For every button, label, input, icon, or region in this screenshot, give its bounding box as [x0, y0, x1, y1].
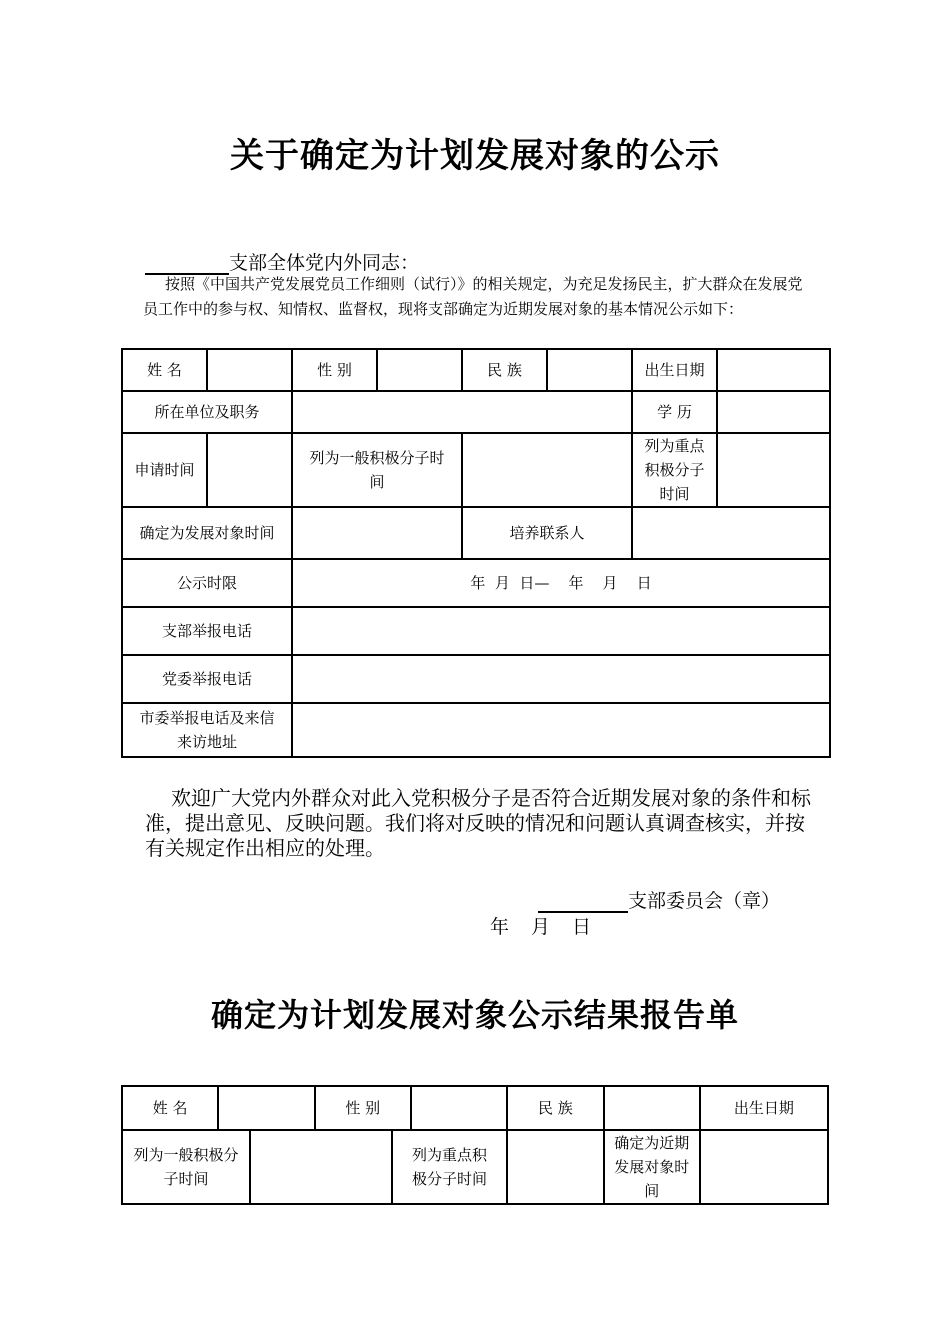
- key-activist-label: 列为重点积极分子时间: [632, 433, 717, 507]
- r-near-target-label: 确定为近期发展对象时间: [604, 1130, 700, 1204]
- r-near-target-value-cell[interactable]: [700, 1130, 828, 1204]
- intro-paragraph: [143, 272, 813, 322]
- r-general-activist-value-cell[interactable]: [250, 1130, 392, 1204]
- notice-info-table: [121, 348, 831, 758]
- period-value: 年 月 日— 年 月 日: [292, 559, 830, 607]
- r-name-value-cell[interactable]: [218, 1086, 314, 1130]
- name-value-cell[interactable]: [207, 349, 292, 391]
- key-activist-value-cell[interactable]: [717, 433, 830, 507]
- education-label: 学 历: [632, 391, 717, 433]
- r-gender-label: 性 别: [315, 1086, 411, 1130]
- r-name-label: 姓 名: [122, 1086, 218, 1130]
- branch-phone-value-cell[interactable]: [292, 607, 830, 655]
- city-phone-value-cell[interactable]: [292, 703, 830, 757]
- closing-paragraph: [145, 786, 817, 861]
- salutation: [145, 248, 419, 275]
- date-day: 日: [572, 916, 592, 938]
- date-year: 年: [490, 916, 510, 938]
- signature-line: [538, 886, 780, 913]
- committee-phone-label: 党委举报电话: [122, 655, 292, 703]
- apply-time-value-cell[interactable]: [207, 433, 292, 507]
- r-gender-value-cell[interactable]: [411, 1086, 507, 1130]
- dev-target-value-cell[interactable]: [292, 507, 462, 559]
- date-month: 月: [531, 916, 551, 938]
- r-birth-label: 出生日期: [700, 1086, 828, 1130]
- notice-title: 关于确定为计划发展对象的公示: [230, 136, 720, 176]
- dev-target-label: 确定为发展对象时间: [122, 507, 292, 559]
- ethnicity-value-cell[interactable]: [547, 349, 632, 391]
- general-activist-label: 列为一般积极分子时间: [292, 433, 462, 507]
- closing-text: 欢迎广大党内外群众对此入党积极分子是否符合近期发展对象的条件和标准，提出意见、反映问题。我们将对反映的情况和问题认真调查核实，并按有关规定作出相应的处理。: [145, 786, 811, 860]
- contact-label: 培养联系人: [462, 507, 632, 559]
- contact-value-cell[interactable]: [632, 507, 830, 559]
- signature-date: [490, 912, 613, 939]
- ethnicity-label: 民 族: [462, 349, 547, 391]
- r-key-activist-value-cell[interactable]: [507, 1130, 603, 1204]
- r-general-activist-label: 列为一般积极分子时间: [122, 1130, 250, 1204]
- committee-phone-value-cell[interactable]: [292, 655, 830, 703]
- salutation-text: 支部全体党内外同志：: [229, 252, 420, 274]
- unit-value-cell[interactable]: [292, 391, 632, 433]
- birth-label: 出生日期: [632, 349, 717, 391]
- general-activist-value-cell[interactable]: [462, 433, 632, 507]
- branch-phone-label: 支部举报电话: [122, 607, 292, 655]
- name-label: 姓 名: [122, 349, 207, 391]
- education-value-cell[interactable]: [717, 391, 830, 433]
- birth-value-cell[interactable]: [717, 349, 830, 391]
- r-ethnicity-label: 民 族: [507, 1086, 603, 1130]
- city-phone-label: 市委举报电话及来信来访地址: [122, 703, 292, 757]
- signature-branch-blank[interactable]: [538, 893, 628, 913]
- unit-label: 所在单位及职务: [122, 391, 292, 433]
- signature-text: 支部委员会（章）: [628, 890, 781, 912]
- gender-value-cell[interactable]: [377, 349, 462, 391]
- report-info-table: [121, 1085, 829, 1205]
- r-ethnicity-value-cell[interactable]: [604, 1086, 700, 1130]
- apply-time-label: 申请时间: [122, 433, 207, 507]
- intro-text: 按照《中国共产党发展党员工作细则（试行）》的相关规定，为充足发扬民主，扩大群众在发展党员工作中的参与权、知情权、监督权，现将支部确定为近期发展对象的基本情况公示如下：: [143, 275, 803, 318]
- report-title: 确定为计划发展对象公示结果报告单: [210, 996, 739, 1034]
- period-label: 公示时限: [122, 559, 292, 607]
- gender-label: 性 别: [292, 349, 377, 391]
- r-key-activist-label: 列为重点积极分子时间: [392, 1130, 508, 1204]
